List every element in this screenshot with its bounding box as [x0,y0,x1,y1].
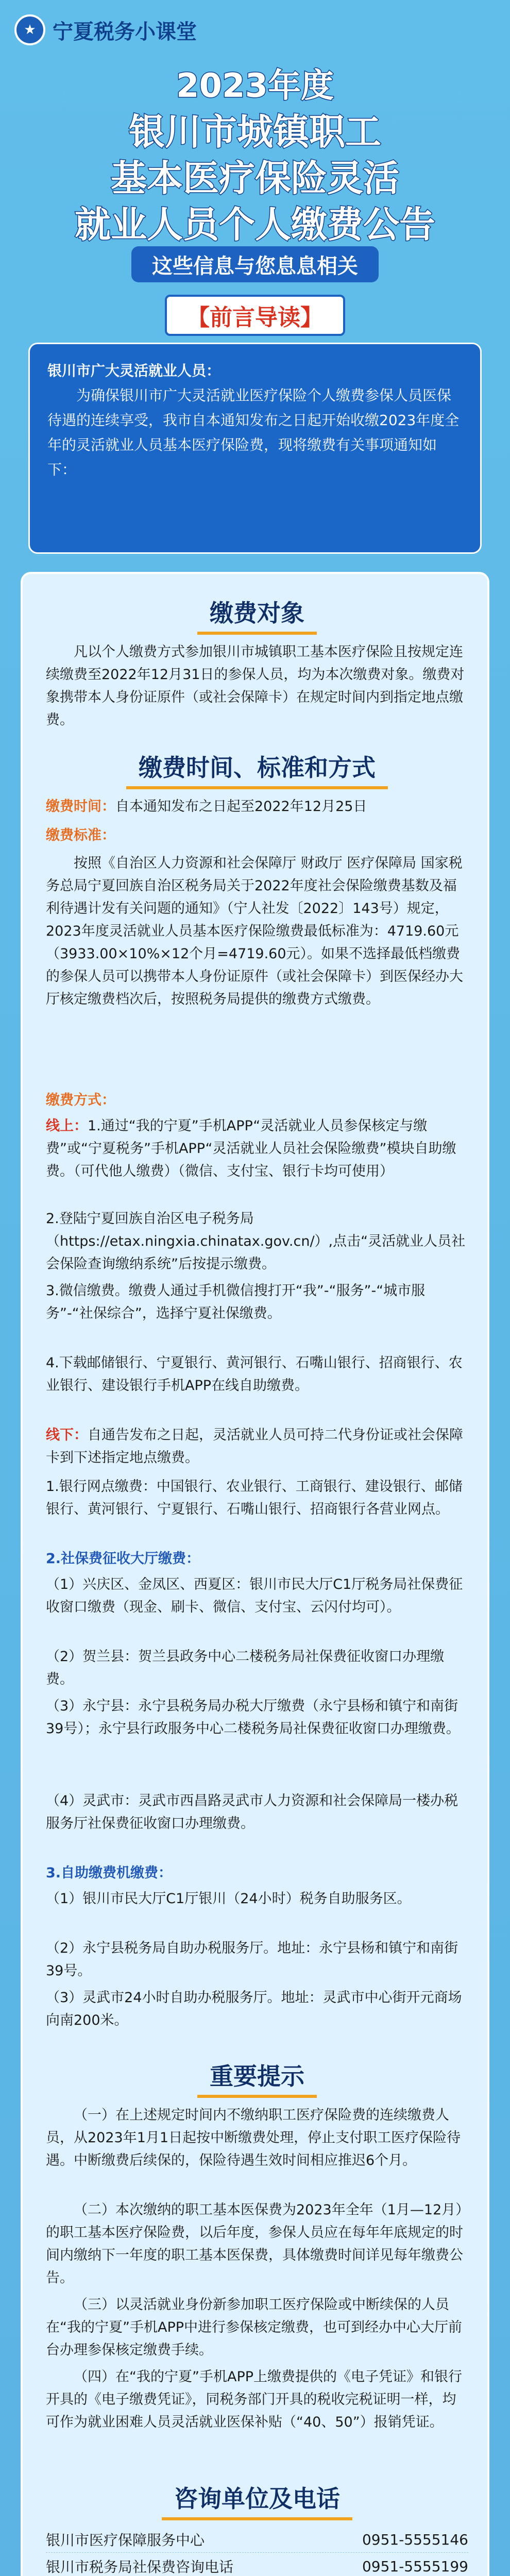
offline-2-a: （1）兴庆区、金凤区、西夏区：银川市民大厅C1厅税务局社保费征收窗口缴费（现金、刷卡、微信、支付宝、云闪付均可）。 [46,1577,463,1615]
section-contacts-heading [23,2480,491,2520]
online-1: 线上：1.通过“我的宁夏”手机APP“灵活就业人员参保核定与缴费”或“宁夏税务”手机APP“灵活就业人员社会保险缴费”模块自助缴费。（可代他人缴费）（微信、支付宝、银行卡均可使用） [46,1118,456,1179]
tip-2: （二）本次缴纳的职工基本医保费为2023年全年（1月—12月）的职工基本医疗保险费，以后年度，参保人员应在每年年底规定的时间内缴纳下一年度的职工基本医保费，具体缴费时间详见每年缴费公告。 [46,2202,463,2286]
contact-name: 银川市医疗保障服务中心 [46,2532,205,2549]
contact-name: 银川市税务局社保费咨询电话 [46,2558,234,2575]
title-line-4: 就业人员个人缴费公告 [75,204,435,246]
offline-1: 1.银行网点缴费：中国银行、农业银行、工商银行、建设银行、邮储银行、黄河银行、宁夏银行、石嘴山银行、招商银行各营业网点。 [46,1479,463,1517]
online-3: 3.微信缴费。缴费人通过手机微信搜打开“我”-“服务”-“城市服务”-“社保综合”，选择宁夏社保缴费。 [46,1283,426,1321]
offline-3-a: （1）银川市民大厅C1厅银川（24小时）税务自助服务区。 [46,1891,411,1907]
section-tips-heading [23,2058,491,2098]
section-target-heading [23,595,491,635]
offline-3-title: 3.自助缴费机缴费： [46,1865,173,1881]
section-time-heading [23,749,491,789]
tax-badge-icon: ★ [14,14,45,45]
standard-text: 按照《自治区人力资源和社会保障厅 财政厅 医疗保障局 国家税务总局宁夏回族自治区税务局关于2022年度社会保险缴费基数及福利待遇计发有关问题的通知》（宁人社发〔2022〕143号）规定，2023年度灵活就业人员基本医疗保险缴费最低标准为：4719.60元（3933.00×10%×12个月=4719.60元）。如果不选择最低档缴费的参保人员可以携带本人身份证原件（或社会保障卡）到医保经办大厅核定缴费档次后，按照税务局提供的缴费方式缴费。 [46,855,463,1007]
contact-row [46,2527,468,2553]
heading-text: 缴费对象 [197,595,317,635]
subtitle-banner: 这些信息与您息息相关 [131,246,379,282]
heading-text: 缴费时间、标准和方式 [126,749,388,789]
offline-2-title: 2.社保费征收大厅缴费： [46,1551,200,1567]
tip-3: （三）以灵活就业身份新参加职工医疗保险或中断续保的人员在“我的宁夏”手机APP中进行参保核定缴费，也可到经办中心大厅前台办理参保核定缴费手续。 [46,2297,463,2358]
offline-intro: 线下：自通告发布之日起，灵活就业人员可持二代身份证或社会保障卡到下述指定地点缴费。 [46,1427,463,1466]
preface-greeting: 银川市广大灵活就业人员： [47,362,221,379]
contact-phone[interactable]: 0951-5555146 [362,2531,468,2548]
title-line-3: 基本医疗保险灵活 [111,157,399,199]
brand [14,14,197,45]
offline-3-c: （3）灵武市24小时自助办税服务厅。地址：灵武市中心街开元商场向南200米。 [46,1990,462,2028]
offline-2-b: （2）贺兰县：贺兰县政务中心二楼税务局社保费征收窗口办理缴费。 [46,1649,445,1687]
method-label: 缴费方式： [46,1092,115,1108]
tip-1: （一）在上述规定时间内不缴纳职工医疗保险费的连续缴费人员，从2023年1月1日起按中断缴费处理，停止支付职工医疗保险待遇。中断缴费后续保的，保险待遇生效时间相应推迟6个月。 [46,2107,461,2168]
offline-3-b: （2）永宁县税务局自助办税服务厅。地址：永宁县杨和镇宁和南街39号。 [46,1940,458,1979]
title-line-2: 银川市城镇职工 [129,111,381,153]
online-4: 4.下载邮储银行、宁夏银行、黄河银行、石嘴山银行、招商银行、农业银行、建设银行手机APP在线自助缴费。 [46,1355,463,1394]
brand-name: 宁夏税务小课堂 [53,20,197,44]
tip-4: （四）在“我的宁夏”手机APP上缴费提供的《电子凭证》和银行开具的《电子缴费凭证》，同税务部门开具的税收完税证明一样，均可作为就业困难人员灵活就业医保补贴（“40、50”）报销凭证。 [46,2369,463,2430]
preface-body: 为确保银川市广大灵活就业医疗保险个人缴费参保人员医保待遇的连续享受，我市自本通知发布之日起开始收缴2023年度全年的灵活就业人员基本医疗保险费，现将缴费有关事项通知如下： [47,387,460,478]
offline-2-d: （4）灵武市：灵武市西昌路灵武市人力资源和社会保障局一楼办税服务厅社保费征收窗口办理缴费。 [46,1793,458,1832]
contact-phone[interactable]: 0951-5555199 [362,2557,468,2575]
online-label: 线上： [46,1118,88,1134]
time-row [46,795,468,818]
heading-text: 重要提示 [197,2058,317,2098]
preface-tab: 【前言导读】 [165,295,345,336]
offline-label: 线下： [46,1427,88,1443]
time-label: 缴费时间： [46,799,115,815]
online-2: 2.登陆宁夏回族自治区电子税务局（https://etax.ningxia.chinatax.gov.cn/）,点击“灵活就业人员社会保险查询缴纳系统”后按提示缴费。 [46,1211,466,1272]
target-text: 凡以个人缴费方式参加银川市城镇职工基本医疗保险且按规定连续缴费至2022年12月31日的参保人员，均为本次缴费对象。缴费对象携带本人身份证原件（或社会保障卡）在规定时间内到指定地点缴费。 [46,644,465,728]
standard-label: 缴费标准： [46,827,115,843]
heading-text: 咨询单位及电话 [162,2480,352,2520]
preface-box [28,343,482,554]
offline-2-c: （3）永宁县：永宁县税务局办税大厅缴费（永宁县杨和镇宁和南街39号）；永宁县行政服务中心二楼税务局社保费征收窗口办理缴费。 [46,1698,460,1737]
contact-row [46,2553,468,2576]
main-content-card [21,572,489,2576]
title-year: 2023年度 [176,67,334,105]
time-value: 自本通知发布之日起至2022年12月25日 [115,799,367,815]
